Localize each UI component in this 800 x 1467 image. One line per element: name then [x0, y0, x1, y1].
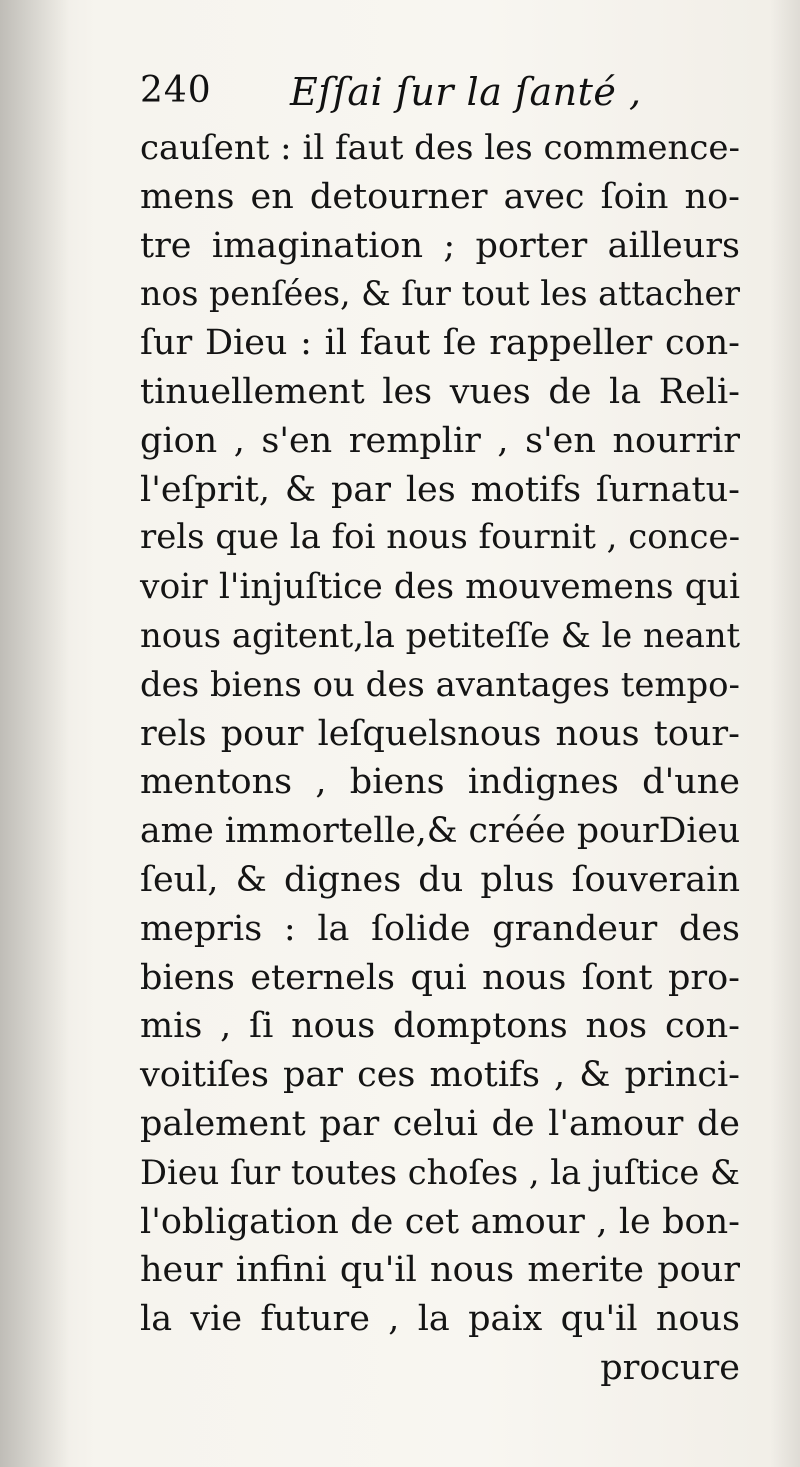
- text-line: tinuellement les vues de la Reli-: [140, 371, 740, 412]
- gutter-shadow: [0, 0, 70, 1467]
- page-edge-shadow: [770, 0, 800, 1467]
- text-line: voitiſes par ces motifs , & princi-: [140, 1055, 740, 1096]
- text-line: rels que la foi nous fournit , conce-: [140, 518, 741, 558]
- text-line: Dieu ſur toutes choſes , la juſtice &: [140, 1152, 740, 1192]
- text-line: ſur Dieu : il faut ſe rappeller con-: [140, 323, 740, 364]
- text-line: ame immortelle,& créée pourDieu: [140, 811, 741, 852]
- text-line: mepris : la ſolide grandeur des: [140, 908, 740, 949]
- text-line: ſeul, & dignes du plus ſouverain: [140, 859, 740, 900]
- running-title: Eſſai ſur la ſanté ,: [290, 70, 642, 114]
- text-line: nous agitent,la petiteſſe & le neant: [140, 615, 741, 655]
- text-line: des biens ou des avantages tempo-: [140, 664, 740, 704]
- body-text: [140, 124, 740, 1393]
- text-line: gion , s'en remplir , s'en nourrir: [140, 420, 740, 461]
- text-line: cauſent : il faut des les commence-: [140, 128, 740, 168]
- text-line: l'obligation de cet amour , le bon-: [140, 1201, 740, 1242]
- text-line: voir l'injuſtice des mouvemens qui: [140, 567, 740, 608]
- text-line: la vie future , la paix qu'il nous: [140, 1299, 740, 1340]
- text-line: l'eſprit, & par les motifs ſurnatu-: [140, 469, 740, 510]
- text-line: heur infini qu'il nous merite pour: [140, 1250, 740, 1291]
- text-line: palement par celui de l'amour de: [140, 1103, 740, 1144]
- text-line: mis , ſi nous domptons nos con-: [140, 1006, 740, 1047]
- page-number: 240: [140, 70, 212, 111]
- text-line: mens en detourner avec ſoin no-: [140, 176, 740, 217]
- catchword: procure: [600, 1347, 740, 1388]
- page-header: [140, 70, 750, 122]
- text-line: tre imagination ; porter ailleurs: [140, 225, 740, 266]
- text-line: nos penſées, & ſur tout les attacher: [140, 274, 740, 314]
- text-line: rels pour leſquelsnous nous tour-: [140, 713, 740, 754]
- text-line: biens eternels qui nous ſont pro-: [140, 957, 740, 998]
- text-line: mentons , biens indignes d'une: [140, 762, 740, 803]
